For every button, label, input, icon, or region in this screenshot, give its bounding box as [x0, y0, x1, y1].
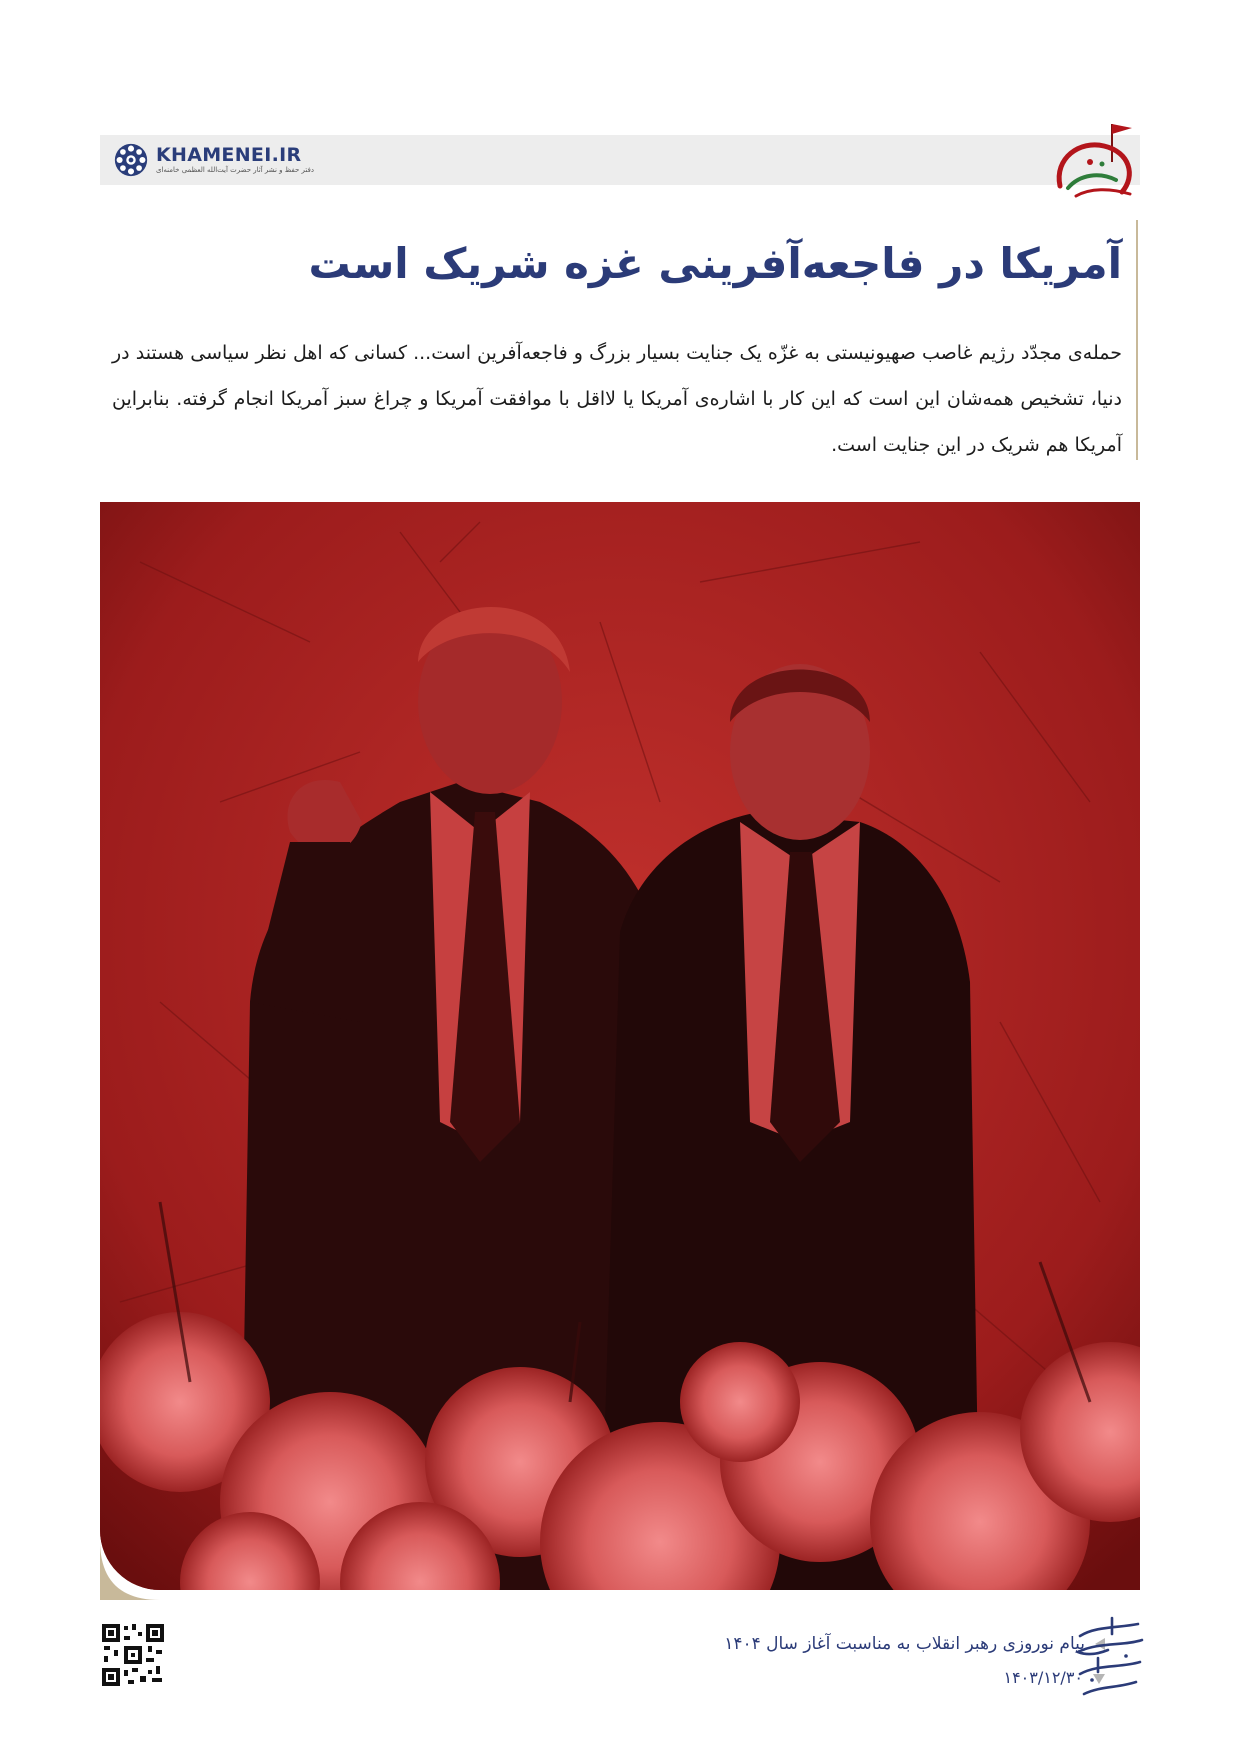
featured-photo: [100, 502, 1140, 1590]
khamenei-logo-icon: [112, 141, 150, 179]
gold-corner-accent: [100, 1540, 160, 1600]
nowruz-emblem-icon: [1050, 118, 1150, 208]
accent-divider: [1136, 220, 1138, 460]
article-title: آمریکا در فاجعه‌آفرینی غزه شریک است: [308, 239, 1122, 288]
qr-code-icon[interactable]: [100, 1622, 166, 1688]
footer-caption: [724, 1630, 1105, 1658]
article-body: حمله‌ی مجدّد رژیم غاصب صهیونیستی به غزّه یک جنایت بسیار بزرگ و فاجعه‌آفرین است... کسانی که اهل نظر سیاسی هستند در دنیا، تشخیص همه‌شان این است که این کار با اشاره‌ی آمریکا یا لااقل با موافقت آمریکا و چراغ سبز آمریکا انجام گرفته. بنابراین آمریکا هم شریک در این جنایت است.: [112, 342, 1122, 456]
site-tagline: دفتر حفظ و نشر آثار حضرت آیت‌الله العظمی خامنه‌ای: [156, 166, 314, 174]
red-tinted-photo: [100, 502, 1140, 1590]
calligraphy-signature-icon: [1068, 1610, 1150, 1700]
date-text: ۱۴۰۳/۱۲/۳۰: [1003, 1668, 1083, 1687]
site-logo[interactable]: [112, 142, 314, 178]
site-name: KHAMENEI.IR: [156, 144, 302, 166]
caption-text: پیام نوروزی رهبر انقلاب به مناسبت آغاز سال ۱۴۰۴: [724, 1634, 1085, 1654]
